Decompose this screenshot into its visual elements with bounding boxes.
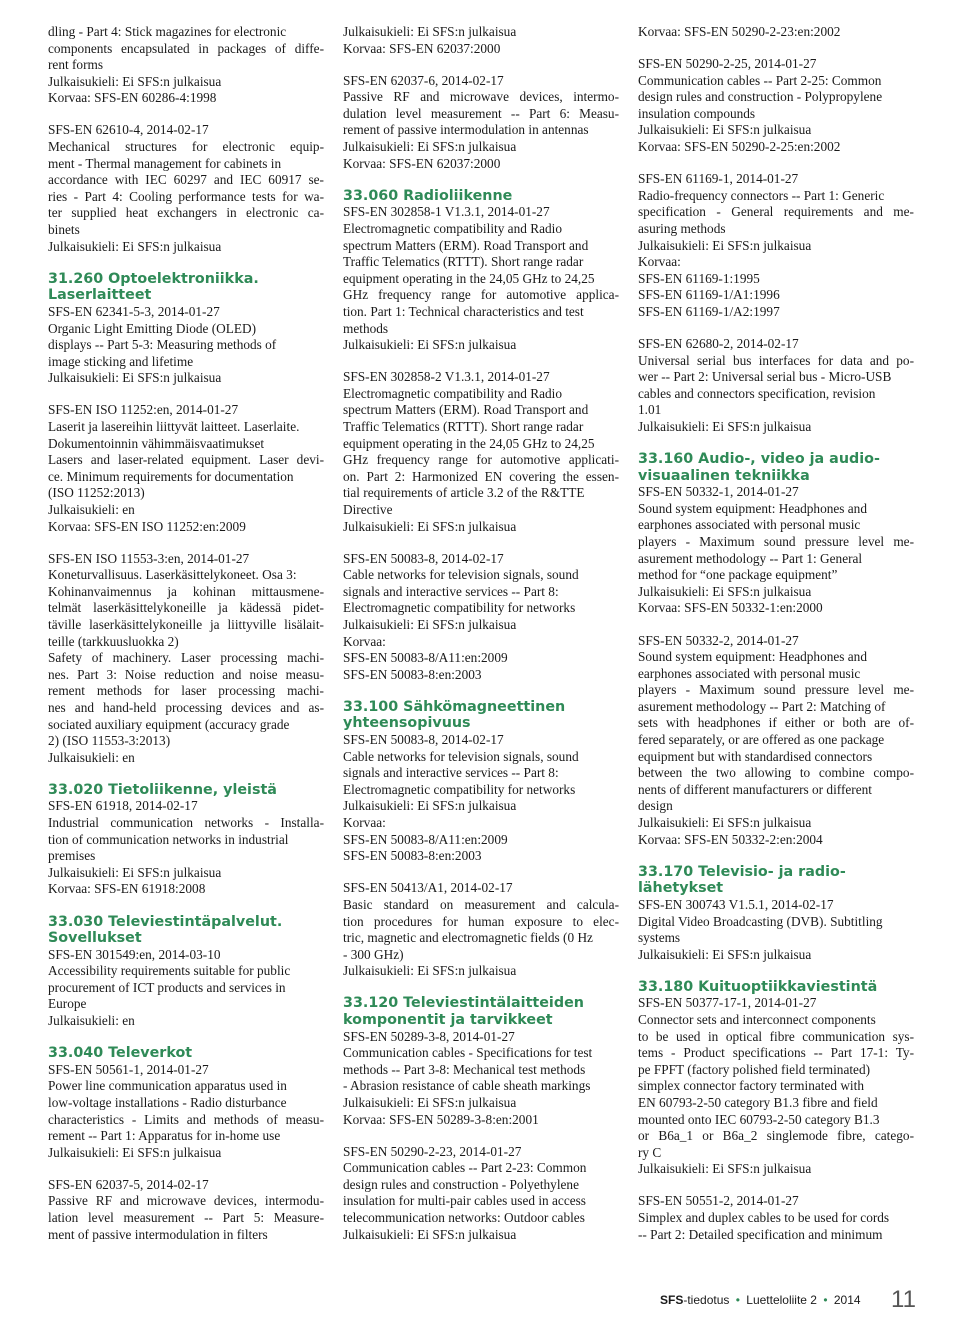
entry-line: SFS-EN 50561-1, 2014-01-27 [48, 1061, 209, 1077]
text-line: EN 60793-2-50 category B1.3 fibre and field [638, 1094, 878, 1110]
text-line: Julkaisukieli: Ei SFS:n julkaisua [343, 963, 517, 979]
text-line: Julkaisukieli: Ei SFS:n julkaisua [343, 617, 517, 632]
text-line: Organic Light Emitting Diode (OLED) [48, 320, 257, 336]
entry-line: SFS-EN 50332-2, 2014-01-27 [638, 632, 799, 648]
footer [660, 1293, 861, 1307]
standard-entry [48, 24, 324, 107]
section-heading [48, 271, 324, 304]
text-line: lation level measurement -- Part 5: Measure- [48, 1210, 324, 1225]
text-line: characteristics - Limits and methods of measu- [48, 1111, 324, 1127]
text-line: Julkaisukieli: Ei SFS:n julkaisua [343, 1094, 517, 1110]
page-number: 11 [891, 1286, 916, 1313]
text-line: 1.01 [638, 402, 662, 418]
entry-line: SFS-EN 61918, 2014-02-17 [48, 798, 198, 814]
text-line: ter supplied heat exchangers in electronic ca- [48, 205, 324, 221]
text-line: Cable networks for television signals, sound [343, 748, 579, 764]
entry-line: SFS-EN 302858-2 V1.3.1, 2014-01-27 [343, 369, 550, 385]
text-line: specification - General requirements and me- [638, 204, 914, 220]
text-line: Sound system equipment: Headphones and [638, 500, 867, 516]
entry-line: SFS-EN 50290-2-25, 2014-01-27 [638, 56, 817, 72]
text-line: Connector sets and interconnect components [638, 1011, 876, 1027]
section-entry [48, 914, 324, 1030]
text-line: Electromagnetic compatibility and Radio [343, 220, 562, 236]
text-line: Accessibility requirements suitable for public [48, 963, 291, 979]
heading-line: lähetykset [638, 880, 724, 897]
entry-line: Julkaisukieli: Ei SFS:n julkaisua [343, 24, 517, 39]
text-line: Julkaisukieli: en [48, 1013, 135, 1029]
text-line: - Abrasion resistance of cable sheath markings [343, 1078, 591, 1094]
text-line: Radio-frequency connectors -- Part 1: Generic [638, 187, 885, 203]
text-line: Kohinanvaimennus ja kohinan mittausmene- [48, 583, 324, 599]
standard-entry [48, 1177, 324, 1243]
text-line: insulation compounds [638, 105, 756, 121]
text-line: methods -- Part 3-8: Mechanical test methods [343, 1061, 586, 1077]
text-line: Julkaisukieli: en [48, 501, 135, 517]
text-line: Europe [48, 996, 87, 1012]
section-heading [638, 864, 914, 897]
text-line: equipment operating in the 24,05 GHz to 24,25 [343, 435, 595, 451]
standard-entry [343, 369, 619, 535]
text-line: Julkaisukieli: Ei SFS:n julkaisua [343, 139, 517, 155]
text-line: spectrum Matters (ERM). Road Transport and [343, 402, 589, 418]
text-line: asurement methodology -- Part 2: Matching of [638, 698, 886, 714]
standard-entry [638, 24, 914, 41]
text-line: teille (tarkkuusluokka 2) [48, 633, 179, 649]
text-line: Julkaisukieli: en [48, 749, 135, 765]
text-line: Korvaa: SFS-EN 61918:2008 [48, 881, 206, 897]
entry-line: SFS-EN 61169-1, 2014-01-27 [638, 171, 799, 187]
text-line: spectrum Matters (ERM). Road Transport and [343, 237, 589, 253]
text-line: (ISO 11252:2013) [48, 485, 145, 501]
text-line: Cable networks for television signals, sound [343, 567, 579, 583]
text-line: tion of communication networks in industrial [48, 831, 289, 847]
text-line: Korvaa: SFS-EN 62037:2000 [343, 155, 501, 171]
text-line: ment - Thermal management for cabinets in [48, 155, 282, 171]
text-line: Korvaa: SFS-EN 50290-2-25:en:2002 [638, 139, 841, 155]
text-line: earphones associated with personal music [638, 517, 861, 533]
text-line: method for “one package equipment” [638, 567, 838, 583]
section-heading [343, 995, 619, 1028]
text-line: Digital Video Broadcasting (DVB). Subtitling [638, 913, 883, 929]
text-line: design rules and construction - Polypropylene [638, 89, 883, 105]
text-line: nes and hand-held processing devices and as- [48, 699, 324, 715]
text-line: Koneturvallisuus. Laserkäsittelykoneet. Osa 3: [48, 567, 297, 583]
text-line: rement -- Part 1: Apparatus for in-home use [48, 1128, 281, 1144]
text-line: binets [48, 222, 80, 238]
entry-line: SFS-EN 50332-1, 2014-01-27 [638, 484, 799, 500]
standard-entry [638, 56, 914, 156]
section-entry [343, 699, 619, 865]
section-entry [48, 1045, 324, 1161]
heading-line: 33.120 Televiestintälaitteiden [343, 995, 584, 1012]
text-line: Communication cables -- Part 2-23: Common [343, 1160, 587, 1176]
text-line: earphones associated with personal music [638, 665, 861, 681]
text-line: Sound system equipment: Headphones and [638, 649, 867, 665]
text-line: Dokumentoinnin vähimmäisvaatimukset [48, 435, 265, 451]
standard-entry [48, 122, 324, 255]
text-line: SFS-EN 61169-1/A2:1997 [638, 303, 780, 319]
text-line: telecommunication networks: Outdoor cables [343, 1210, 585, 1225]
text-line: Korvaa: SFS-EN 62037:2000 [343, 40, 501, 56]
text-line: SFS-EN 61169-1/A1:1996 [638, 287, 780, 303]
standard-entry [638, 336, 914, 436]
text-line: ry C [638, 1144, 662, 1160]
text-line: Julkaisukieli: Ei SFS:n julkaisua [638, 122, 812, 138]
text-line: Julkaisukieli: Ei SFS:n julkaisua [638, 815, 812, 831]
standard-entry [638, 633, 914, 849]
text-line: methods [343, 320, 389, 336]
standard-entry [638, 171, 914, 320]
text-line: signals and interactive services -- Part 8: [343, 765, 559, 781]
text-line: GHz frequency range for automotive applicati- [343, 452, 619, 468]
text-line: Julkaisukieli: Ei SFS:n julkaisua [343, 1226, 517, 1242]
text-line: displays -- Part 5-3: Measuring methods of [48, 337, 277, 353]
section-heading [48, 914, 324, 947]
text-line: simplex connector factory terminated with [638, 1078, 864, 1094]
text-line: Julkaisukieli: Ei SFS:n julkaisua [48, 238, 222, 254]
text-line: Julkaisukieli: Ei SFS:n julkaisua [48, 864, 222, 880]
text-line: wer -- Part 2: Universal serial bus - Micro-USB [638, 369, 892, 385]
text-line: cables and connectors specification, revision [638, 385, 876, 401]
text-line: signals and interactive services -- Part 8: [343, 583, 559, 599]
text-line: insulation for multi-pair cables used in access [343, 1193, 586, 1209]
text-line: 2) (ISO 11553-3:2013) [48, 733, 171, 749]
text-line: pe FPFT (factory polished field terminated) [638, 1061, 871, 1077]
text-line: -- Part 2: Detailed specification and minimum [638, 1226, 883, 1242]
footer-bullet: • [823, 1293, 828, 1307]
text-line: between the two allowing to combine compo- [638, 765, 914, 781]
text-line: asuring methods [638, 220, 726, 236]
text-line: SFS-EN 50083-8/A11:en:2009 [343, 650, 508, 666]
entry-line: SFS-EN 300743 V1.5.1, 2014-02-17 [638, 896, 834, 912]
section-entry [48, 782, 324, 898]
text-line: ries - Part 4: Cooling performance tests for wa- [48, 188, 324, 204]
text-line: image sticking and lifetime [48, 353, 194, 369]
section-heading [638, 451, 914, 484]
section-heading [48, 1045, 324, 1062]
text-line: Julkaisukieli: Ei SFS:n julkaisua [638, 418, 812, 434]
heading-line: yhteensopivuus [343, 715, 471, 732]
text-line: Julkaisukieli: Ei SFS:n julkaisua [343, 337, 517, 353]
text-line: asurement methodology -- Part 1: General [638, 550, 863, 566]
entry-line: Korvaa: SFS-EN 50290-2-23:en:2002 [638, 24, 841, 39]
section-heading [343, 188, 619, 205]
text-line: Traffic Telematics (RTTT). Short range radar [343, 254, 584, 270]
text-line: Simplex and duplex cables to be used for cords [638, 1210, 890, 1225]
text-line: mounted onto IEC 60793-2-50 category B1.3 [638, 1111, 880, 1127]
text-line: components encapsulated in packages of diffe- [48, 40, 324, 56]
text-line: täville laserkäsittelykoneille ja liittyville lisälait- [48, 617, 324, 632]
text-line: Electromagnetic compatibility and Radio [343, 385, 562, 401]
text-line: Julkaisukieli: Ei SFS:n julkaisua [48, 73, 222, 89]
text-line: Julkaisukieli: Ei SFS:n julkaisua [638, 946, 812, 962]
footer-supplement: Luetteloliite 2 [746, 1293, 817, 1307]
text-line: Julkaisukieli: Ei SFS:n julkaisua [638, 1161, 812, 1177]
text-line: or B6a_1 or B6a_2 singlemode fibre, catego- [638, 1128, 914, 1144]
text-line: equipment but with standardised connectors [638, 748, 873, 764]
text-line: Julkaisukieli: Ei SFS:n julkaisua [343, 798, 517, 814]
text-line: Mechanical structures for electronic equip- [48, 139, 324, 155]
heading-line: komponentit ja tarvikkeet [343, 1011, 553, 1028]
text-line: procurement of ICT products and services in [48, 979, 286, 995]
entry-line: SFS-EN ISO 11252:en, 2014-01-27 [48, 402, 239, 418]
entry-line: SFS-EN 50551-2, 2014-01-27 [638, 1193, 799, 1209]
text-line: Communication cables -- Part 2-25: Common [638, 72, 882, 88]
text-line: rement methods for laser processing machi- [48, 683, 324, 699]
entry-line: SFS-EN 62037-5, 2014-02-17 [48, 1176, 209, 1192]
text-line: nes. Part 3: Noise reduction and noise measu- [48, 666, 324, 682]
text-line: Safety of machinery. Laser processing machi- [48, 650, 324, 666]
text-line: Korvaa: [343, 815, 386, 831]
entry-line: SFS-EN 50413/A1, 2014-02-17 [343, 880, 513, 896]
text-line: - 300 GHz) [343, 946, 404, 962]
heading-line: 33.020 Tietoliikenne, yleistä [48, 781, 277, 798]
entry-line: SFS-EN 62680-2, 2014-02-17 [638, 336, 799, 351]
footer-brand: SFS [660, 1293, 684, 1307]
text-line: Korvaa: SFS-EN 60286-4:1998 [48, 90, 217, 106]
text-line: Korvaa: [343, 633, 386, 649]
text-line: players - Maximum sound pressure level me- [638, 534, 914, 550]
text-line: Passive RF and microwave devices, intermodu- [48, 1193, 324, 1209]
standard-entry [48, 551, 324, 767]
section-heading [48, 782, 324, 799]
text-line: SFS-EN 50083-8:en:2003 [343, 848, 482, 864]
text-line: ment of passive intermodulation in filters [48, 1226, 268, 1242]
text-line: Electromagnetic compatibility for networks [343, 781, 576, 797]
section-entry [638, 451, 914, 617]
heading-line: Sovellukset [48, 930, 142, 947]
text-line: SFS-EN 50083-8:en:2003 [343, 666, 482, 682]
text-line: Electromagnetic compatibility for networks [343, 600, 576, 616]
text-line: equipment operating in the 24,05 GHz to 24,25 [343, 270, 595, 286]
text-line: to be used in optical fibre communication sys- [638, 1028, 914, 1044]
heading-line: 33.100 Sähkömagneettinen [343, 698, 566, 715]
heading-line: 33.160 Audio-, video ja audio- [638, 451, 880, 468]
text-line: low-voltage installations - Radio disturbance [48, 1094, 287, 1110]
text-line: design [638, 798, 673, 814]
text-line: players - Maximum sound pressure level me- [638, 682, 914, 698]
text-line: telmät laserkäsittelykoneille ja kädessä pidet- [48, 600, 324, 616]
text-line: dling - Part 4: Stick magazines for electronic [48, 24, 287, 39]
text-line: accordance with IEC 60297 and IEC 60917 se- [48, 172, 324, 188]
heading-line: 33.170 Televisio- ja radio- [638, 863, 846, 880]
standard-entry [48, 402, 324, 535]
text-line: Korvaa: SFS-EN 50332-1:en:2000 [638, 600, 823, 616]
heading-line: 33.040 Televerkot [48, 1045, 193, 1062]
entry-line: SFS-EN 50377-17-1, 2014-01-27 [638, 995, 817, 1011]
text-line: Laserit ja lasereihin liittyvät laitteet. Laserlaite. [48, 418, 300, 434]
text-line: SFS-EN 61169-1:1995 [638, 270, 760, 286]
text-line: Korvaa: [638, 254, 681, 270]
text-line: Julkaisukieli: Ei SFS:n julkaisua [638, 583, 812, 599]
text-line: Passive RF and microwave devices, intermo- [343, 89, 619, 105]
text-line: Directive [343, 501, 393, 517]
text-line: Lasers and laser-related equipment. Laser devi- [48, 452, 324, 468]
text-line: tion. Part 1: Technical characteristics and test [343, 303, 584, 319]
text-line: Industrial communication networks - Installa- [48, 815, 324, 831]
entry-line: SFS-EN 50083-8, 2014-02-17 [343, 732, 504, 748]
text-line: dulation level measurement -- Part 6: Measu- [343, 105, 619, 121]
text-line: tion procedures for human exposure to elec- [343, 913, 619, 929]
text-line: Power line communication apparatus used in [48, 1078, 287, 1094]
entry-line: SFS-EN 50290-2-23, 2014-01-27 [343, 1143, 522, 1159]
entry-line: SFS-EN 50289-3-8, 2014-01-27 [343, 1028, 515, 1044]
footer-publication: -tiedotus [683, 1293, 730, 1307]
entry-line: SFS-EN 62341-5-3, 2014-01-27 [48, 303, 220, 319]
text-line: SFS-EN 50083-8/A11:en:2009 [343, 831, 508, 847]
text-line: ce. Minimum requirements for documentation [48, 468, 294, 484]
text-line: Julkaisukieli: Ei SFS:n julkaisua [48, 1144, 222, 1160]
text-line: sociated auxiliary equipment (accuracy grade [48, 716, 290, 732]
text-line: rent forms [48, 57, 104, 73]
section-entry [343, 188, 619, 354]
heading-line: visuaalinen tekniikka [638, 467, 810, 484]
standard-entry [343, 551, 619, 684]
text-line: Traffic Telematics (RTTT). Short range radar [343, 418, 584, 434]
text-line: Julkaisukieli: Ei SFS:n julkaisua [343, 518, 517, 534]
heading-line: Laserlaitteet [48, 287, 152, 304]
text-line: nents of different manufacturers or different [638, 781, 872, 797]
column-left [48, 24, 324, 1259]
text-line: systems [638, 930, 681, 946]
heading-line: 31.260 Optoelektroniikka. [48, 270, 259, 287]
text-line: Communication cables - Specifications for test [343, 1045, 593, 1061]
text-line: Julkaisukieli: Ei SFS:n julkaisua [638, 237, 812, 253]
text-line: Basic standard on measurement and calcula- [343, 896, 619, 912]
footer-year: 2014 [833, 1293, 861, 1307]
entry-line: SFS-EN 302858-1 V1.3.1, 2014-01-27 [343, 204, 550, 220]
text-line: rement of passive intermodulation in antennas [343, 122, 589, 138]
text-line: Korvaa: SFS-EN 50289-3-8:en:2001 [343, 1111, 539, 1127]
text-line: Universal serial bus interfaces for data and po- [638, 352, 914, 368]
standard-entry [343, 880, 619, 980]
entry-line: SFS-EN 50083-8, 2014-02-17 [343, 550, 504, 566]
entry-line: SFS-EN 301549:en, 2014-03-10 [48, 946, 221, 962]
standard-entry [343, 1144, 619, 1244]
standard-entry [343, 73, 619, 173]
text-line: fered separately, or are offered as one package [638, 732, 885, 748]
text-line: sets with headphones if either or both are of- [638, 715, 914, 731]
standard-entry [638, 1193, 914, 1243]
text-line: tric, magnetic and electromagnetic fields (0 Hz [343, 930, 593, 946]
standard-entry [343, 24, 619, 57]
text-line: tial requirements of article 3.2 of the R&TTE [343, 485, 585, 501]
entry-line: SFS-EN ISO 11553-3:en, 2014-01-27 [48, 550, 250, 566]
footer-bullet: • [735, 1293, 740, 1307]
section-entry [343, 995, 619, 1128]
column-middle [343, 24, 619, 1259]
section-entry [48, 271, 324, 387]
entry-line: SFS-EN 62037-6, 2014-02-17 [343, 72, 504, 88]
text-line: on. Part 2: Harmonized EN covering the essen- [343, 468, 619, 484]
heading-line: 33.060 Radioliikenne [343, 187, 513, 204]
text-line: tems - Product specifications -- Part 17-1: Ty- [638, 1045, 914, 1061]
heading-line: 33.030 Televiestintäpalvelut. [48, 913, 283, 930]
heading-line: 33.180 Kuituoptiikkaviestintä [638, 978, 878, 995]
section-heading [343, 699, 619, 732]
text-line: Korvaa: SFS-EN ISO 11252:en:2009 [48, 518, 246, 534]
text-line: premises [48, 848, 96, 864]
section-entry [638, 864, 914, 964]
text-line: Korvaa: SFS-EN 50332-2:en:2004 [638, 831, 823, 847]
section-entry [638, 979, 914, 1178]
text-line: design rules and construction - Polyethylene [343, 1176, 579, 1192]
section-heading [638, 979, 914, 996]
entry-line: SFS-EN 62610-4, 2014-02-17 [48, 122, 209, 138]
text-line: GHz frequency range for automotive applica- [343, 287, 619, 303]
text-line: Julkaisukieli: Ei SFS:n julkaisua [48, 370, 222, 386]
column-right [638, 24, 914, 1259]
